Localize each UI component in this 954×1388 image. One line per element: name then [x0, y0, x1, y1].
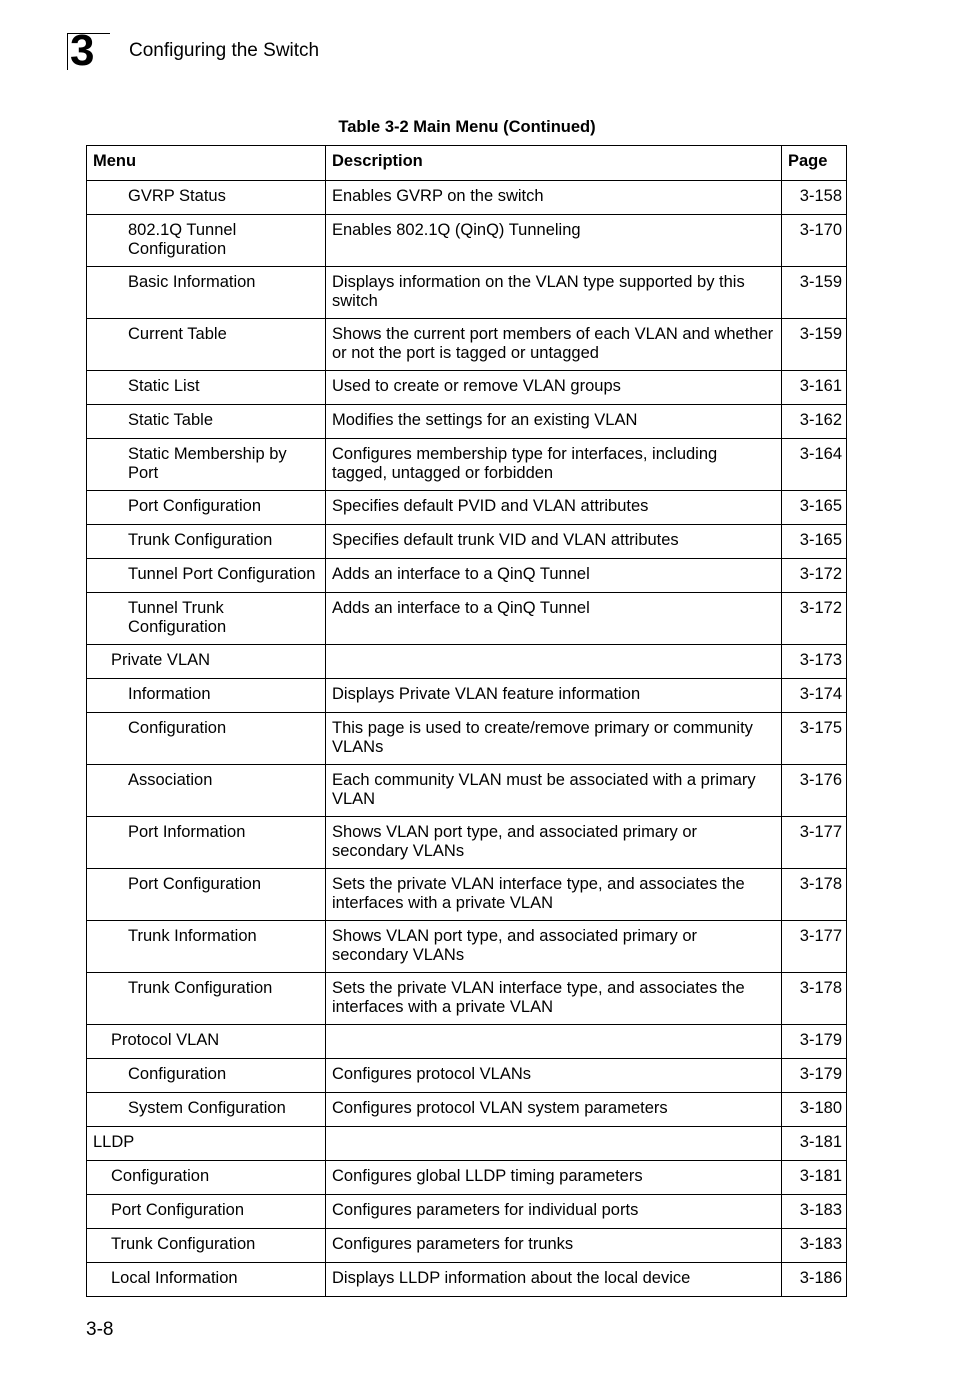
menu-cell: Trunk Configuration: [87, 1229, 326, 1263]
table-row: [87, 973, 847, 1025]
description-cell: Configures parameters for individual ports: [326, 1195, 782, 1229]
chapter-number: 3: [70, 26, 94, 75]
page-cell: 3-158: [782, 181, 847, 215]
table-row: [87, 869, 847, 921]
table-row: [87, 593, 847, 645]
page-cell: 3-159: [782, 319, 847, 371]
description-cell: Displays LLDP information about the local device: [326, 1263, 782, 1297]
description-cell: Enables 802.1Q (QinQ) Tunneling: [326, 215, 782, 267]
page-cell: 3-180: [782, 1093, 847, 1127]
description-cell: [326, 1127, 782, 1161]
column-header-page: Page: [782, 146, 847, 181]
menu-cell: LLDP: [87, 1127, 326, 1161]
table-row: [87, 267, 847, 319]
table-caption: Table 3-2 Main Menu (Continued): [338, 118, 596, 136]
page-cell: 3-161: [782, 371, 847, 405]
menu-cell: Configuration: [87, 1161, 326, 1195]
description-cell: Sets the private VLAN interface type, and associates the interfaces with a private VLAN: [326, 973, 782, 1025]
menu-cell: Basic Information: [87, 267, 326, 319]
page-cell: 3-183: [782, 1195, 847, 1229]
menu-cell: Trunk Configuration: [87, 973, 326, 1025]
page-cell: 3-179: [782, 1025, 847, 1059]
table-row: [87, 679, 847, 713]
table-row: [87, 1229, 847, 1263]
menu-cell: Static Table: [87, 405, 326, 439]
table-row: [87, 1025, 847, 1059]
table-row: [87, 439, 847, 491]
page-cell: 3-165: [782, 525, 847, 559]
table-row: [87, 405, 847, 439]
menu-cell: Port Configuration: [87, 1195, 326, 1229]
page-cell: 3-183: [782, 1229, 847, 1263]
description-cell: This page is used to create/remove primary or community VLANs: [326, 713, 782, 765]
table-row: [87, 181, 847, 215]
page-cell: 3-177: [782, 817, 847, 869]
table-row: [87, 645, 847, 679]
description-cell: Sets the private VLAN interface type, and associates the interfaces with a private VLAN: [326, 869, 782, 921]
description-cell: Specifies default PVID and VLAN attributes: [326, 491, 782, 525]
menu-cell: Static Membership by Port: [87, 439, 326, 491]
description-cell: Adds an interface to a QinQ Tunnel: [326, 559, 782, 593]
description-cell: Displays Private VLAN feature information: [326, 679, 782, 713]
menu-cell: Port Information: [87, 817, 326, 869]
table-row: [87, 491, 847, 525]
menu-cell: 802.1Q Tunnel Configuration: [87, 215, 326, 267]
description-cell: Specifies default trunk VID and VLAN attributes: [326, 525, 782, 559]
page-cell: 3-173: [782, 645, 847, 679]
table-row: [87, 525, 847, 559]
table-row: [87, 1195, 847, 1229]
description-cell: [326, 1025, 782, 1059]
page-cell: 3-164: [782, 439, 847, 491]
page-cell: 3-170: [782, 215, 847, 267]
main-menu-table: [86, 145, 847, 1297]
page-cell: 3-179: [782, 1059, 847, 1093]
menu-cell: Configuration: [87, 713, 326, 765]
menu-cell: Port Configuration: [87, 491, 326, 525]
description-cell: Each community VLAN must be associated with a primary VLAN: [326, 765, 782, 817]
menu-cell: Private VLAN: [87, 645, 326, 679]
page-cell: 3-165: [782, 491, 847, 525]
menu-cell: GVRP Status: [87, 181, 326, 215]
page-cell: 3-162: [782, 405, 847, 439]
page-cell: 3-186: [782, 1263, 847, 1297]
table-row: [87, 817, 847, 869]
description-cell: Displays information on the VLAN type supported by this switch: [326, 267, 782, 319]
page-cell: 3-181: [782, 1161, 847, 1195]
page-cell: 3-178: [782, 973, 847, 1025]
table-row: [87, 319, 847, 371]
table-row: [87, 215, 847, 267]
table-row: [87, 1127, 847, 1161]
table-row: [87, 371, 847, 405]
page-cell: 3-181: [782, 1127, 847, 1161]
table-row: [87, 921, 847, 973]
description-cell: Configures protocol VLAN system parameters: [326, 1093, 782, 1127]
menu-cell: Tunnel Trunk Configuration: [87, 593, 326, 645]
menu-cell: Trunk Configuration: [87, 525, 326, 559]
table-header-row: [87, 146, 847, 181]
description-cell: Enables GVRP on the switch: [326, 181, 782, 215]
menu-cell: Protocol VLAN: [87, 1025, 326, 1059]
page-cell: 3-159: [782, 267, 847, 319]
table-body: [87, 181, 847, 1297]
menu-cell: Association: [87, 765, 326, 817]
page-cell: 3-174: [782, 679, 847, 713]
page-number: 3-8: [86, 1319, 114, 1340]
description-cell: Configures global LLDP timing parameters: [326, 1161, 782, 1195]
table-row: [87, 1263, 847, 1297]
menu-cell: Port Configuration: [87, 869, 326, 921]
menu-cell: Information: [87, 679, 326, 713]
description-cell: Configures parameters for trunks: [326, 1229, 782, 1263]
chapter-title: Configuring the Switch: [129, 40, 320, 61]
description-cell: Configures membership type for interfaces, including tagged, untagged or forbidden: [326, 439, 782, 491]
menu-cell: Local Information: [87, 1263, 326, 1297]
page-cell: 3-172: [782, 559, 847, 593]
page-cell: 3-175: [782, 713, 847, 765]
table-row: [87, 765, 847, 817]
table-row: [87, 559, 847, 593]
menu-cell: System Configuration: [87, 1093, 326, 1127]
column-header-menu: Menu: [87, 146, 326, 181]
page-cell: 3-176: [782, 765, 847, 817]
table-row: [87, 1059, 847, 1093]
description-cell: Shows VLAN port type, and associated primary or secondary VLANs: [326, 921, 782, 973]
description-cell: Used to create or remove VLAN groups: [326, 371, 782, 405]
menu-cell: Static List: [87, 371, 326, 405]
column-header-description: Description: [326, 146, 782, 181]
menu-cell: Current Table: [87, 319, 326, 371]
page-cell: 3-177: [782, 921, 847, 973]
page-cell: 3-178: [782, 869, 847, 921]
description-cell: Configures protocol VLANs: [326, 1059, 782, 1093]
table-row: [87, 1161, 847, 1195]
menu-cell: Configuration: [87, 1059, 326, 1093]
description-cell: [326, 645, 782, 679]
description-cell: Modifies the settings for an existing VLAN: [326, 405, 782, 439]
table-row: [87, 713, 847, 765]
menu-cell: Trunk Information: [87, 921, 326, 973]
description-cell: Adds an interface to a QinQ Tunnel: [326, 593, 782, 645]
description-cell: Shows the current port members of each VLAN and whether or not the port is tagged or untagged: [326, 319, 782, 371]
page-cell: 3-172: [782, 593, 847, 645]
description-cell: Shows VLAN port type, and associated primary or secondary VLANs: [326, 817, 782, 869]
menu-cell: Tunnel Port Configuration: [87, 559, 326, 593]
table-row: [87, 1093, 847, 1127]
